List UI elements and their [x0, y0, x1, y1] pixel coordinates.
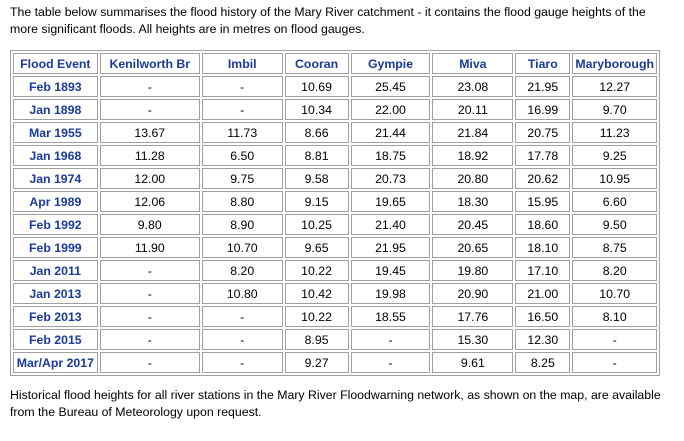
footer-paragraph: Historical flood heights for all river stations in the Mary River Floodwarning network, as shown on the map, are available from the Bureau of Meteorology upon request.	[10, 388, 661, 419]
gauge-height-cell: 21.95	[515, 76, 570, 97]
gauge-height-cell: 23.08	[432, 76, 513, 97]
gauge-height-cell: 11.28	[100, 145, 200, 166]
gauge-height-cell: 10.70	[572, 283, 657, 304]
gauge-height-cell: 19.65	[351, 191, 431, 212]
gauge-height-cell: 8.81	[285, 145, 349, 166]
gauge-height-cell: 21.95	[351, 237, 431, 258]
gauge-height-cell: -	[351, 329, 431, 350]
gauge-height-cell: 21.84	[432, 122, 513, 143]
table-row	[13, 191, 657, 212]
gauge-height-cell: 20.62	[515, 168, 570, 189]
gauge-height-cell: 6.50	[202, 145, 283, 166]
gauge-height-cell: -	[100, 76, 200, 97]
gauge-height-cell: 11.73	[202, 122, 283, 143]
gauge-height-cell: -	[202, 306, 283, 327]
gauge-height-cell: -	[100, 283, 200, 304]
table-row	[13, 122, 657, 143]
gauge-height-cell: 8.75	[572, 237, 657, 258]
flood-event-cell: Feb 1992	[13, 214, 98, 235]
flood-event-cell: Jan 1974	[13, 168, 98, 189]
gauge-height-cell: 19.80	[432, 260, 513, 281]
gauge-height-cell: 8.95	[285, 329, 349, 350]
gauge-height-cell: 9.80	[100, 214, 200, 235]
gauge-height-cell: 8.20	[572, 260, 657, 281]
gauge-height-cell: 10.69	[285, 76, 349, 97]
table-row	[13, 260, 657, 281]
gauge-height-cell: 20.11	[432, 99, 513, 120]
flood-event-cell: Jan 1968	[13, 145, 98, 166]
table-row	[13, 283, 657, 304]
gauge-height-cell: -	[202, 329, 283, 350]
gauge-height-cell: 10.34	[285, 99, 349, 120]
table-body	[13, 76, 657, 373]
gauge-height-cell: 12.30	[515, 329, 570, 350]
header-gympie: Gympie	[351, 53, 431, 74]
flood-event-cell: Feb 2013	[13, 306, 98, 327]
gauge-height-cell: 9.58	[285, 168, 349, 189]
flood-history-table	[10, 50, 660, 376]
header-kenilworth-br: Kenilworth Br	[100, 53, 200, 74]
header-cooran: Cooran	[285, 53, 349, 74]
gauge-height-cell: 18.60	[515, 214, 570, 235]
gauge-height-cell: 21.40	[351, 214, 431, 235]
gauge-height-cell: -	[572, 329, 657, 350]
gauge-height-cell: 20.65	[432, 237, 513, 258]
gauge-height-cell: 8.90	[202, 214, 283, 235]
gauge-height-cell: 11.23	[572, 122, 657, 143]
gauge-height-cell: -	[100, 329, 200, 350]
gauge-height-cell: 10.22	[285, 306, 349, 327]
gauge-height-cell: 10.42	[285, 283, 349, 304]
gauge-height-cell: 19.45	[351, 260, 431, 281]
gauge-height-cell: 9.75	[202, 168, 283, 189]
gauge-height-cell: 10.80	[202, 283, 283, 304]
gauge-height-cell: -	[202, 99, 283, 120]
header-imbil: Imbil	[202, 53, 283, 74]
gauge-height-cell: 6.60	[572, 191, 657, 212]
gauge-height-cell: 8.66	[285, 122, 349, 143]
gauge-height-cell: 21.44	[351, 122, 431, 143]
gauge-height-cell: 9.70	[572, 99, 657, 120]
table-row	[13, 214, 657, 235]
gauge-height-cell: 9.15	[285, 191, 349, 212]
header-maryborough: Maryborough	[572, 53, 657, 74]
gauge-height-cell: -	[202, 352, 283, 373]
flood-event-cell: Feb 1999	[13, 237, 98, 258]
gauge-height-cell: 9.27	[285, 352, 349, 373]
gauge-height-cell: 20.45	[432, 214, 513, 235]
gauge-height-cell: 25.45	[351, 76, 431, 97]
header-miva: Miva	[432, 53, 513, 74]
flood-event-cell: Feb 1893	[13, 76, 98, 97]
gauge-height-cell: -	[100, 352, 200, 373]
table-header-row	[13, 53, 657, 74]
gauge-height-cell: 13.67	[100, 122, 200, 143]
gauge-height-cell: 11.90	[100, 237, 200, 258]
flood-event-cell: Feb 2015	[13, 329, 98, 350]
table-row	[13, 329, 657, 350]
gauge-height-cell: -	[572, 352, 657, 373]
gauge-height-cell: 18.92	[432, 145, 513, 166]
gauge-height-cell: 10.25	[285, 214, 349, 235]
gauge-height-cell: -	[100, 99, 200, 120]
gauge-height-cell: 20.80	[432, 168, 513, 189]
gauge-height-cell: -	[202, 76, 283, 97]
gauge-height-cell: 9.50	[572, 214, 657, 235]
table-row	[13, 145, 657, 166]
flood-event-cell: Jan 2013	[13, 283, 98, 304]
gauge-height-cell: 18.10	[515, 237, 570, 258]
gauge-height-cell: 15.30	[432, 329, 513, 350]
gauge-height-cell: 17.76	[432, 306, 513, 327]
flood-event-cell: Mar/Apr 2017	[13, 352, 98, 373]
gauge-height-cell: 9.61	[432, 352, 513, 373]
gauge-height-cell: 20.73	[351, 168, 431, 189]
gauge-height-cell: 21.00	[515, 283, 570, 304]
gauge-height-cell: 18.30	[432, 191, 513, 212]
gauge-height-cell: 16.50	[515, 306, 570, 327]
flood-event-cell: Apr 1989	[13, 191, 98, 212]
intro-paragraph: The table below summarises the flood history of the Mary River catchment - it contains the flood gauge heights of the more significant floods. All heights are in metres on flood gauges.	[10, 5, 646, 36]
header-flood-event: Flood Event	[13, 53, 98, 74]
gauge-height-cell: 9.65	[285, 237, 349, 258]
table-row	[13, 352, 657, 373]
gauge-height-cell: 8.20	[202, 260, 283, 281]
table-row	[13, 168, 657, 189]
flood-event-cell: Mar 1955	[13, 122, 98, 143]
gauge-height-cell: 12.00	[100, 168, 200, 189]
gauge-height-cell: 10.95	[572, 168, 657, 189]
gauge-height-cell: 10.70	[202, 237, 283, 258]
gauge-height-cell: 18.55	[351, 306, 431, 327]
gauge-height-cell: -	[100, 306, 200, 327]
gauge-height-cell: 20.90	[432, 283, 513, 304]
gauge-height-cell: 8.10	[572, 306, 657, 327]
gauge-height-cell: -	[351, 352, 431, 373]
gauge-height-cell: 15.95	[515, 191, 570, 212]
table-row	[13, 99, 657, 120]
gauge-height-cell: 9.25	[572, 145, 657, 166]
flood-event-cell: Jan 2011	[13, 260, 98, 281]
gauge-height-cell: 17.78	[515, 145, 570, 166]
gauge-height-cell: 12.27	[572, 76, 657, 97]
gauge-height-cell: -	[100, 260, 200, 281]
table-row	[13, 237, 657, 258]
gauge-height-cell: 18.75	[351, 145, 431, 166]
gauge-height-cell: 19.98	[351, 283, 431, 304]
gauge-height-cell: 16.99	[515, 99, 570, 120]
gauge-height-cell: 12.06	[100, 191, 200, 212]
gauge-height-cell: 10.22	[285, 260, 349, 281]
gauge-height-cell: 22.00	[351, 99, 431, 120]
header-tiaro: Tiaro	[515, 53, 570, 74]
gauge-height-cell: 17.10	[515, 260, 570, 281]
flood-event-cell: Jan 1898	[13, 99, 98, 120]
gauge-height-cell: 8.80	[202, 191, 283, 212]
gauge-height-cell: 8.25	[515, 352, 570, 373]
table-row	[13, 306, 657, 327]
table-row	[13, 76, 657, 97]
gauge-height-cell: 20.75	[515, 122, 570, 143]
